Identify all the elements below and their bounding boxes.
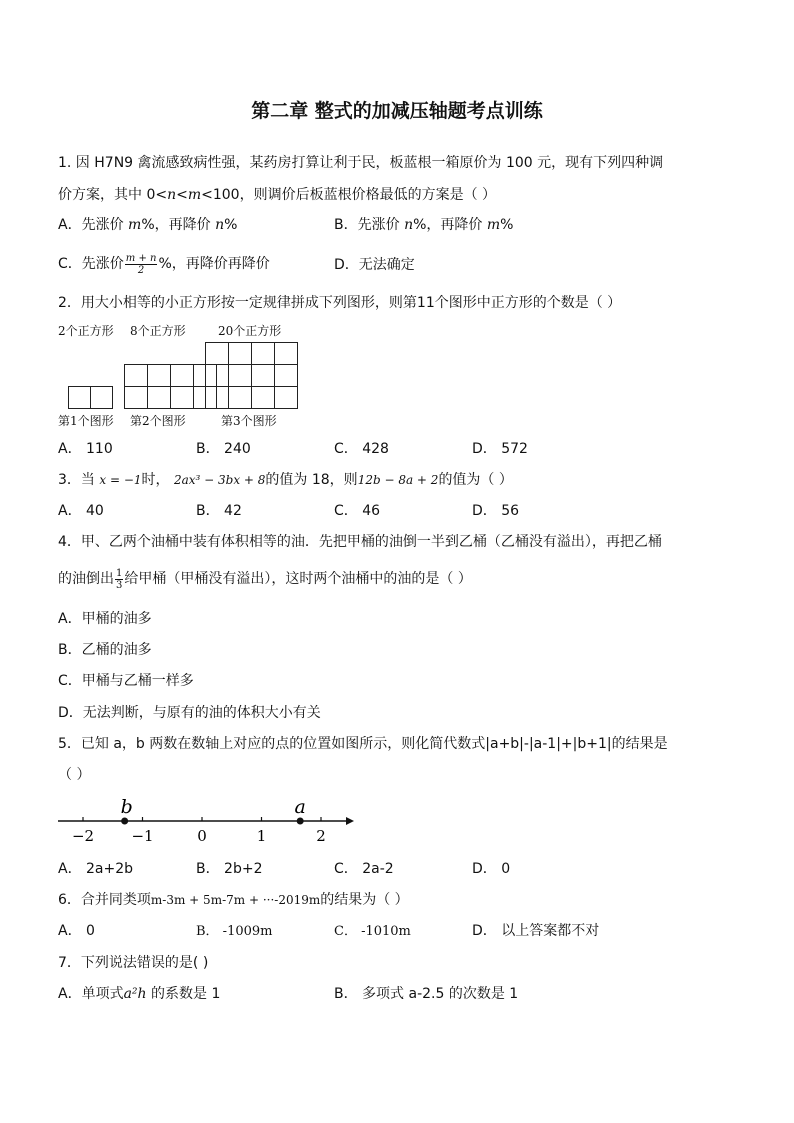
figure-3-grid <box>205 342 298 409</box>
question-6-option-c[interactable]: C． -1010m <box>334 924 411 939</box>
square <box>148 387 171 409</box>
question-2-option-b[interactable]: B． 240 <box>196 441 251 457</box>
square <box>171 365 194 387</box>
question-7-option-a[interactable]: A．单项式a²h 的系数是 1 <box>58 986 221 1002</box>
square <box>171 387 194 409</box>
square <box>125 387 148 409</box>
square <box>206 343 229 365</box>
question-2-option-a[interactable]: A． 110 <box>58 441 113 457</box>
fraction: $\frac{m + n}{2}$ <box>125 252 157 276</box>
point-b <box>121 818 128 825</box>
question-1-option-c[interactable]: C．先涨价 $\frac{m + n}{2}$ %，再降价再降价 <box>58 252 270 276</box>
question-1-stem-line-1: 1. 因 H7N9 禽流感致病性强，某药房打算让利于民，板蓝根一箱原价为 100 元，现有下列四种调 <box>58 155 664 171</box>
fraction: $\frac{1}{3}$ <box>116 567 123 591</box>
axis-tick-label: 2 <box>316 827 326 845</box>
square <box>69 387 91 409</box>
question-4-option-d[interactable]: D．无法判断，与原有的油的体积大小有关 <box>58 705 321 721</box>
axis-tick-label: 0 <box>197 827 207 845</box>
figure-1-count: 2个正方形 <box>58 324 114 338</box>
question-5-option-b[interactable]: B． 2b+2 <box>196 861 263 877</box>
question-4-option-c[interactable]: C．甲桶与乙桶一样多 <box>58 673 194 689</box>
number-line <box>50 792 370 850</box>
square <box>275 387 298 409</box>
figure-3-count: 20个正方形 <box>218 324 282 338</box>
square <box>206 387 229 409</box>
figure-3-label: 第3个图形 <box>221 414 277 428</box>
question-6-option-d[interactable]: D． 以上答案都不对 <box>472 923 600 939</box>
axis-tick-label: 1 <box>256 827 267 845</box>
point-a <box>297 818 304 825</box>
square <box>148 365 171 387</box>
figure-2-grid <box>124 364 217 409</box>
question-5-stem-line-1: 5．已知 a，b 两数在数轴上对应的点的位置如图所示，则化简代数式|a+b|-|a-1|+|b+1|的结果是 <box>58 736 668 752</box>
question-3-option-c[interactable]: C． 46 <box>334 503 381 519</box>
figure-1-label: 第1个图形 <box>58 414 114 428</box>
axis-tick-label: −2 <box>71 827 95 845</box>
axis-arrow <box>346 817 354 825</box>
question-5-option-d[interactable]: D． 0 <box>472 861 511 877</box>
question-6-option-b[interactable]: B． -1009m <box>196 924 273 939</box>
square <box>91 387 113 409</box>
square <box>206 365 229 387</box>
square <box>229 387 252 409</box>
question-6-option-a[interactable]: A． 0 <box>58 923 95 939</box>
question-4-option-b[interactable]: B．乙桶的油多 <box>58 642 152 658</box>
square <box>275 365 298 387</box>
square <box>252 387 275 409</box>
square <box>252 365 275 387</box>
square <box>229 343 252 365</box>
question-3-option-d[interactable]: D． 56 <box>472 503 520 519</box>
question-1-option-d[interactable]: D．无法确定 <box>334 257 415 273</box>
square <box>275 343 298 365</box>
question-5-option-c[interactable]: C． 2a-2 <box>334 861 394 877</box>
question-7-stem: 7．下列说法错误的是( ) <box>58 955 209 971</box>
question-1-option-a[interactable]: A．先涨价 m%，再降价 n% <box>58 217 238 233</box>
question-7-option-b[interactable]: B． 多项式 a-2.5 的次数是 1 <box>334 986 519 1002</box>
question-1-option-b[interactable]: B．先涨价 n%，再降价 m% <box>334 217 514 233</box>
square <box>125 365 148 387</box>
point-b-label: b <box>120 796 133 818</box>
square <box>229 365 252 387</box>
point-a-label: a <box>294 796 306 818</box>
question-4-option-a[interactable]: A．甲桶的油多 <box>58 611 152 627</box>
question-5-option-a[interactable]: A． 2a+2b <box>58 861 134 877</box>
question-5-stem-line-2: （ ） <box>58 767 91 783</box>
question-3-option-b[interactable]: B． 42 <box>196 503 242 519</box>
question-6-stem: 6．合并同类项m-3m + 5m-7m + ···-2019m的结果为（ ） <box>58 892 409 908</box>
question-2-stem: 2．用大小相等的小正方形按一定规律拼成下列图形，则第11个图形中正方形的个数是（ ） <box>58 295 622 311</box>
figure-2-count: 8个正方形 <box>130 324 186 338</box>
square <box>252 343 275 365</box>
question-3-stem: 3．当 x = −1时， 2ax³ − 3bx + 8的值为 18，则12b − 8a + 2的值为（ ） <box>58 472 513 488</box>
figure-2-label: 第2个图形 <box>130 414 186 428</box>
page-title: 第二章 整式的加减压轴题考点训练 <box>251 100 543 122</box>
question-4-stem-line-1: 4．甲、乙两个油桶中装有体积相等的油．先把甲桶的油倒一半到乙桶（乙桶没有溢出），再把乙桶 <box>58 534 662 550</box>
axis-tick-label: −1 <box>131 827 154 845</box>
figure-1-grid <box>68 386 113 409</box>
question-2-option-c[interactable]: C． 428 <box>334 441 389 457</box>
question-1-stem-line-2: 价方案，其中 0<n<m<100，则调价后板蓝根价格最低的方案是（ ） <box>58 187 497 203</box>
question-3-option-a[interactable]: A． 40 <box>58 503 104 519</box>
question-2-option-d[interactable]: D． 572 <box>472 441 528 457</box>
question-4-stem-line-2: 的油倒出 $\frac{1}{3}$ 给甲桶（甲桶没有溢出），这时两个油桶中的油的是（ ） <box>58 567 472 591</box>
